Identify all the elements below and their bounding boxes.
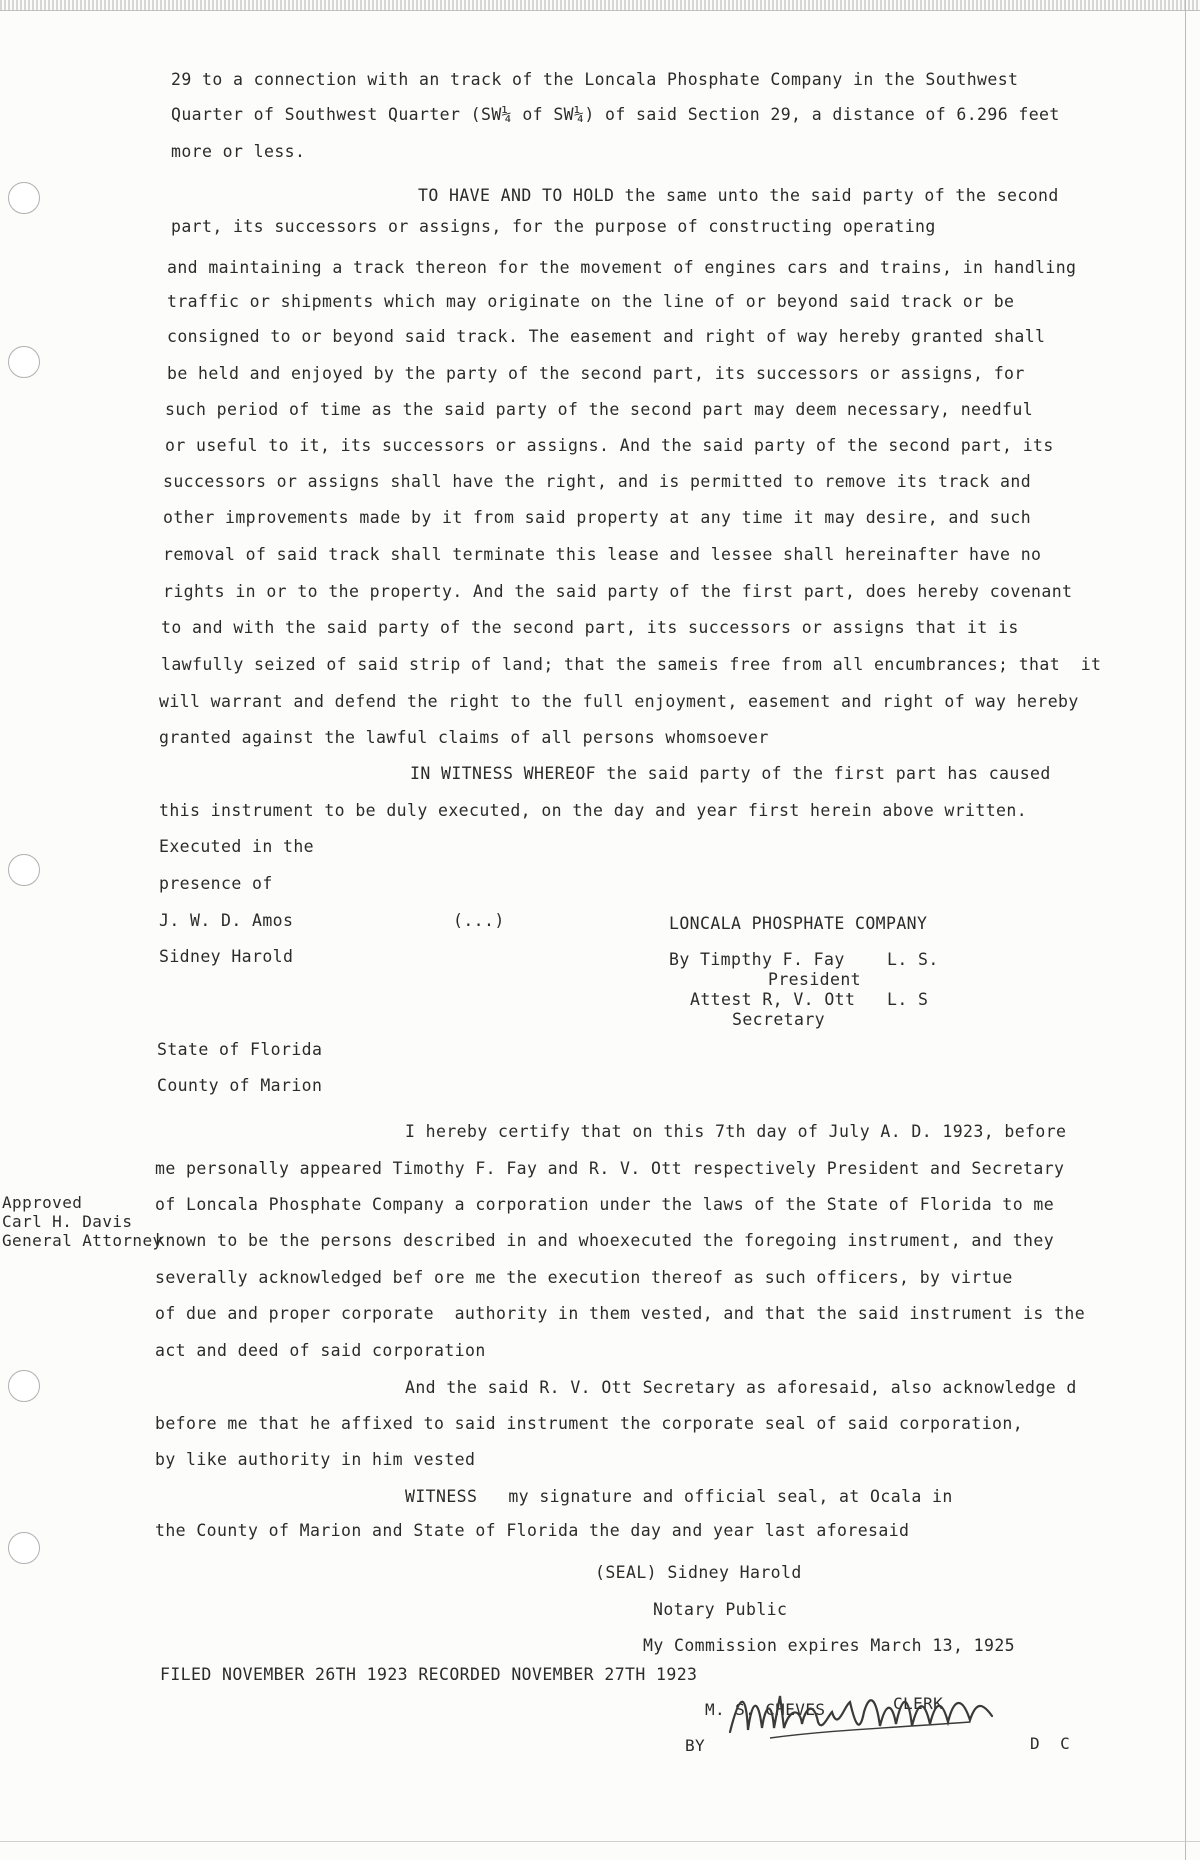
attest-line: Attest R, V. Ott	[690, 990, 856, 1009]
notary-seal-line: (SEAL) Sidney Harold	[595, 1563, 802, 1582]
lead-line-3: more or less.	[171, 142, 306, 161]
filing-line: FILED NOVEMBER 26TH 1923 RECORDED NOVEMBER 27TH 1923	[160, 1665, 698, 1684]
witness-name: Sidney Harold	[159, 947, 294, 966]
habendum-line: consigned to or beyond said track. The easement and right of way hereby granted shall	[167, 327, 1046, 346]
margin-note-line: General Attorney	[2, 1231, 163, 1250]
page-right-edge	[1185, 0, 1200, 1860]
ls-mark: L. S.	[887, 950, 939, 969]
seal-paragraph-line: before me that he affixed to said instrument the corporate seal of said corporation,	[155, 1414, 1024, 1433]
punch-hole	[8, 1532, 40, 1564]
acknowledgment-line: me personally appeared Timothy F. Fay and R. V. Ott respectively President and Secretary	[155, 1159, 1065, 1178]
witness-clause-line: IN WITNESS WHEREOF the said party of the first part has caused	[410, 764, 1051, 783]
habendum-line: and maintaining a track thereon for the movement of engines cars and trains, in handling	[167, 258, 1077, 277]
punch-hole	[8, 182, 40, 214]
punch-hole	[8, 346, 40, 378]
company-name: LONCALA PHOSPHATE COMPANY	[669, 914, 928, 933]
acknowledgment-line: severally acknowledged bef ore me the execution thereof as such officers, by virtue	[155, 1268, 1013, 1287]
clerk-title: CLERK	[893, 1694, 944, 1713]
witness-clause-line: this instrument to be duly executed, on the day and year first herein above written.	[159, 801, 1028, 820]
seal-paragraph-line: by like authority in him vested	[155, 1450, 476, 1469]
witness-signature-line: the County of Marion and State of Florida the day and year last aforesaid	[155, 1521, 910, 1540]
habendum-line: removal of said track shall terminate this lease and lessee shall hereinafter have no	[163, 545, 1042, 564]
witness-signature-line: WITNESS my signature and official seal, at Ocala in	[405, 1487, 953, 1506]
acknowledgment-line: of due and proper corporate authority in them vested, and that the said instrument is the	[155, 1304, 1086, 1323]
punch-hole	[8, 854, 40, 886]
executed-label: Executed in the	[159, 837, 315, 856]
habendum-line: lawfully seized of said strip of land; that the sameis free from all encumbrances; that it	[161, 655, 1102, 674]
habendum-line: or useful to it, its successors or assigns. And the said party of the second part, its	[165, 436, 1054, 455]
habendum-line: will warrant and defend the right to the full enjoyment, easement and right of way hereby	[159, 692, 1079, 711]
witness-name: J. W. D. Amos	[159, 911, 294, 930]
habendum-line: be held and enjoyed by the party of the second part, its successors or assigns, for	[167, 364, 1025, 383]
lead-line-2: Quarter of Southwest Quarter (SW¼ of SW¼) of said Section 29, a distance of 6.296 feet	[171, 105, 1060, 124]
acknowledgment-line: of Loncala Phosphate Company a corporation under the laws of the State of Florida to me	[155, 1195, 1055, 1214]
deputy-clerk-mark: D C	[1030, 1734, 1071, 1753]
notary-commission: My Commission expires March 13, 1925	[643, 1636, 1016, 1655]
state-line: State of Florida	[157, 1040, 323, 1059]
margin-note-line: Carl H. Davis	[2, 1212, 133, 1231]
habendum-line: rights in or to the property. And the said party of the first part, does hereby covenant	[163, 582, 1073, 601]
acknowledgment-line: I hereby certify that on this 7th day of July A. D. 1923, before	[405, 1122, 1067, 1141]
by-line: By Timpthy F. Fay	[669, 950, 845, 969]
notary-title: Notary Public	[653, 1600, 788, 1619]
habendum-line: traffic or shipments which may originate on the line of or beyond said track or be	[167, 292, 1015, 311]
county-line: County of Marion	[157, 1076, 323, 1095]
page-top-edge	[0, 0, 1200, 11]
by-label: BY	[685, 1736, 706, 1755]
margin-note-line: Approved	[2, 1193, 83, 1212]
acknowledgment-line: act and deed of said corporation	[155, 1341, 486, 1360]
handwritten-signature	[710, 1672, 1020, 1752]
habendum-line: successors or assigns shall have the right, and is permitted to remove its track and	[163, 472, 1032, 491]
ls-mark: L. S	[887, 990, 929, 1009]
habendum-line: TO HAVE AND TO HOLD the same unto the said party of the second	[418, 186, 1059, 205]
lead-line-1: 29 to a connection with an track of the Loncala Phosphate Company in the Southwest	[171, 70, 1019, 89]
habendum-line: to and with the said party of the second part, its successors or assigns that it is	[161, 618, 1019, 637]
seal-paragraph-line: And the said R. V. Ott Secretary as aforesaid, also acknowledge d	[405, 1378, 1077, 1397]
president-title: President	[768, 970, 862, 989]
habendum-line: other improvements made by it from said property at any time it may desire, and such	[163, 508, 1032, 527]
secretary-title: Secretary	[732, 1010, 826, 1029]
habendum-line: part, its successors or assigns, for the purpose of constructing operating	[171, 217, 936, 236]
presence-label: presence of	[159, 874, 273, 893]
acknowledgment-line: known to be the persons described in and whoexecuted the foregoing instrument, and they	[155, 1231, 1055, 1250]
page-bottom-edge	[0, 1841, 1200, 1842]
punch-hole	[8, 1370, 40, 1402]
clerk-name: M. S. CHEVES	[705, 1700, 826, 1719]
habendum-line: granted against the lawful claims of all persons whomsoever	[159, 728, 769, 747]
habendum-line: such period of time as the said party of the second part may deem necessary, needful	[165, 400, 1034, 419]
ellipsis-mark: (...)	[453, 911, 505, 930]
